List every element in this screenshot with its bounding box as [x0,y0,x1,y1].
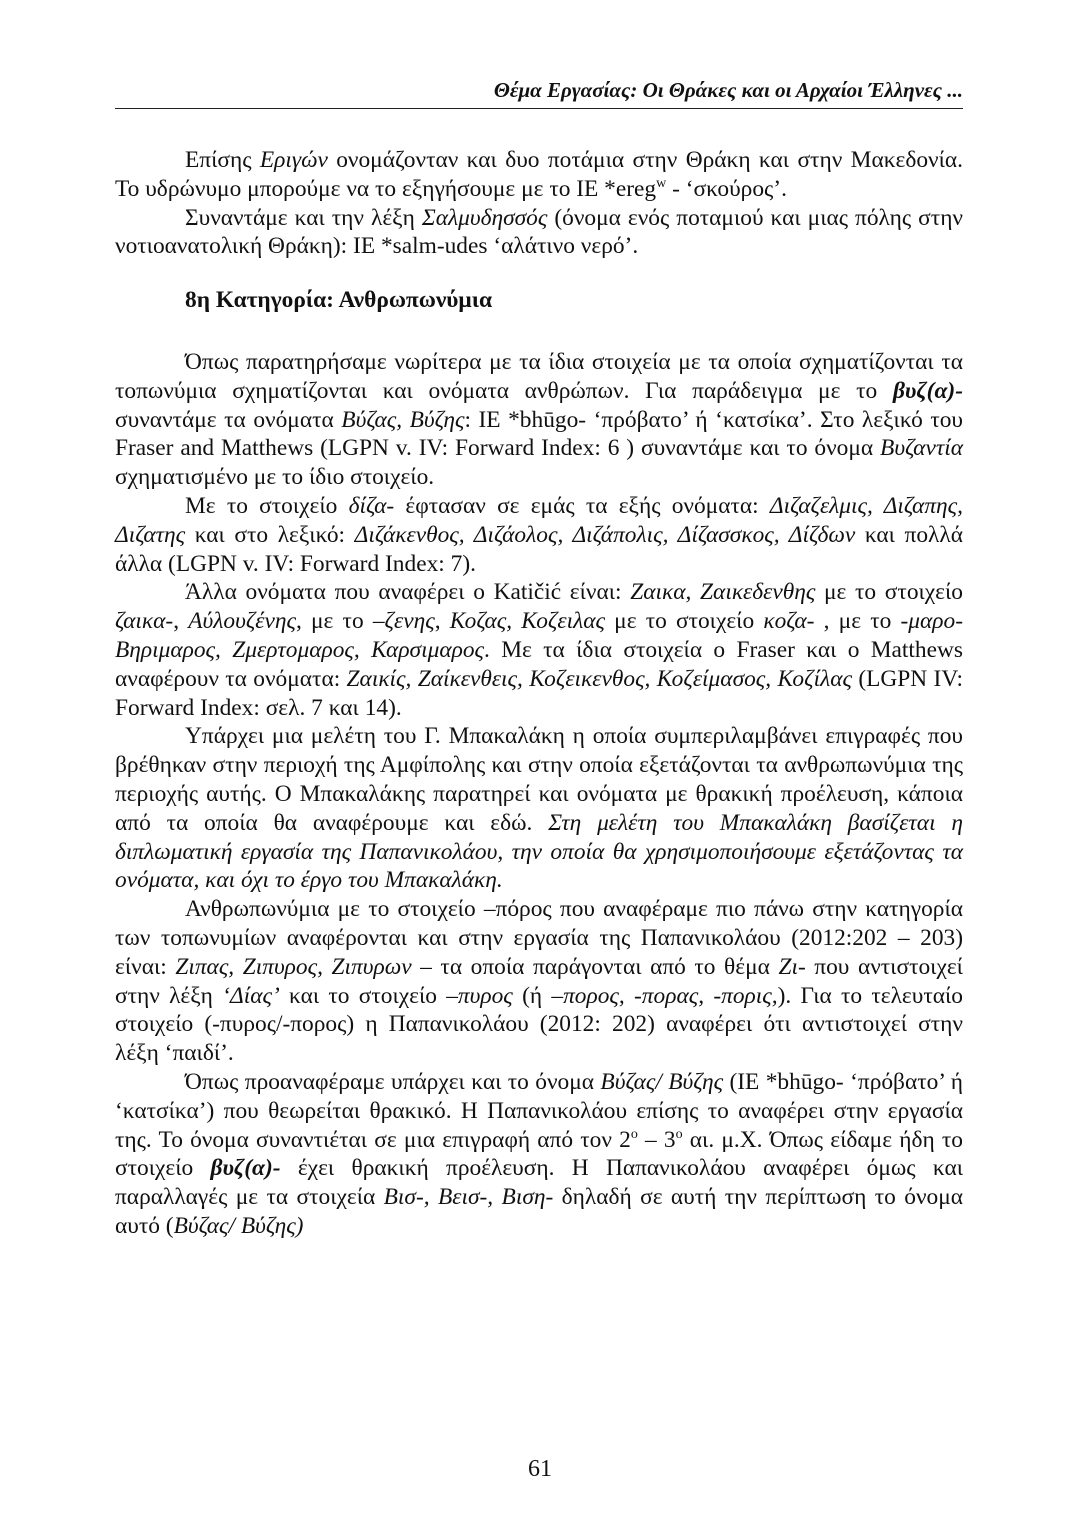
paragraph-intro: Όπως παρατηρήσαμε νωρίτερα με τα ίδια στοιχεία με τα οποία σχηματίζονται τα τοπωνύμια σχηματίζονται και ονόματα ανθρώπων. Για παράδειγμα με το βυζ(α)- συναντάμε τα ονόματα Βύζας, Βύζης: ΙΕ *bhūgo- ‘πρόβατο’ ή ‘κατσίκα’. Στο λεξικό του Fraser and Matthews (LGPN v. IV: Forward Index: 6 ) συναντάμε και το όνομα Βυζαντία σχηματισμένο με το ίδιο στοιχείο. [115,348,963,491]
section-heading: 8η Κατηγορία: Ανθρωπωνύμια [185,287,493,314]
paragraph-bakalakis: Υπάρχει μια μελέτη του Γ. Μπακαλάκη η οποία συμπεριλαμβάνει επιγραφές που βρέθηκαν στην περιοχή της Αμφίπολης και στην οποία εξετάζονται τα ανθρωπωνύμια της περιοχής αυτής. Ο Μπακαλάκης παρατηρεί και ονόματα με θρακική προέλευση, κάποια από τα οποία θα αναφέρουμε και εδώ. Στη μελέτη του Μπακαλάκη βασίζεται η διπλωματική εργασία της Παπανικολάου, την οποία θα χρησιμοποιήσουμε εξετάζοντας τα ονόματα, και όχι το έργο του Μπακαλάκη. [115,723,963,894]
paragraph-erigon: Επίσης Εριγών ονομάζονταν και δυο ποτάμια στην Θράκη και στην Μακεδονία. Το υδρώνυμο μπορούμε να το εξηγήσουμε με το ΙΕ *ereg$^w$ - ‘σκούρος’. [115,147,964,202]
paragraph-diza: Με το στοιχείο δίζα- έφτασαν σε εμάς τα εξής ονόματα: Διζαζελμις, Διζαπης, Διζατης και στο λεξικό: Διζάκενθος, Διζάολος, Διζάπολις, Δίζασσκος, Δίζδων και πολλά άλλα (LGPN v. IV: Forward Index: 7). [115,492,963,577]
page-number: 61 [528,1456,552,1482]
header-rule [115,108,963,109]
paragraph-byzas: Όπως προαναφέραμε υπάρχει και το όνομα Βύζας/ Βύζης (ΙΕ *bhūgo- ‘πρόβατο’ ή ‘κατσίκα’) που θεωρείται θρακικό. Η Παπανικολάου επίσης το αναφέρει στην εργασία της. Το όνομα συναντιέται σε μια επιγραφή από τον $2^o - 3^o$ αι. μ.Χ. Όπως είδαμε ήδη το στοιχείο βυζ(α)- έχει θρακική προέλευση. Η Παπανικολάου αναφέρει όμως και παραλλαγές με τα στοιχεία Βισ-, Βεισ-, Βιση- δηλαδή σε αυτή την περίπτωση το όνομα αυτό (Βύζας/ Βύζης) [115,1068,964,1239]
running-header: Θέμα Εργασίας: Οι Θράκες και οι Αρχαίοι Έλληνες ... [493,78,963,102]
paragraph-katicic: Άλλα ονόματα που αναφέρει ο Katičić είναι: Ζαικα, Ζαικεδενθης με το στοιχείο ζαικα-, Αύλουζένης, με το –ζενης, Κοζας, Κοζειλας με το στοιχείο κοζα- , με το -μαρο- Βηριμαρος, Ζμερτομαρος, Καρσιμαρος. Με τα ίδια στοιχεία ο Fraser και ο Matthews αναφέρουν τα ονόματα: Ζαικίς, Ζαίκενθεις, Κοζεικενθος, Κοζείμασος, Κοζίλας (LGPN IV: Forward Index: σελ. 7 και 14). [115,579,964,721]
paragraph-poros: Ανθρωπωνύμια με το στοιχείο –πόρος που αναφέραμε πιο πάνω στην κατηγορία των τοπωνυμίων αναφέρονται και στην εργασία της Παπανικολάου (2012:202 – 203) είναι: Ζιπας, Ζιπυρος, Ζιπυρων – τα οποία παράγονται από το θέμα Ζι- που αντιστοιχεί στην λέξη ‘Δίας’ και το στοιχείο –πυρος (ή –πορος, -πορας, -πορις,). Για το τελευταίο στοιχείο (-πυρος/-πορος) η Παπανικολάου (2012: 202) αναφέρει ότι αντιστοιχεί στην λέξη ‘παιδί’. [115,896,963,1067]
paragraph-salmydessos: Συναντάμε και την λέξη Σαλμυδησσός (όνομα ενός ποταμιού και μιας πόλης στην νοτιοανατολική Θράκη): ΙΕ *salm-udes ‘αλάτινο νερό’. [115,204,964,260]
page-body [115,146,963,1241]
